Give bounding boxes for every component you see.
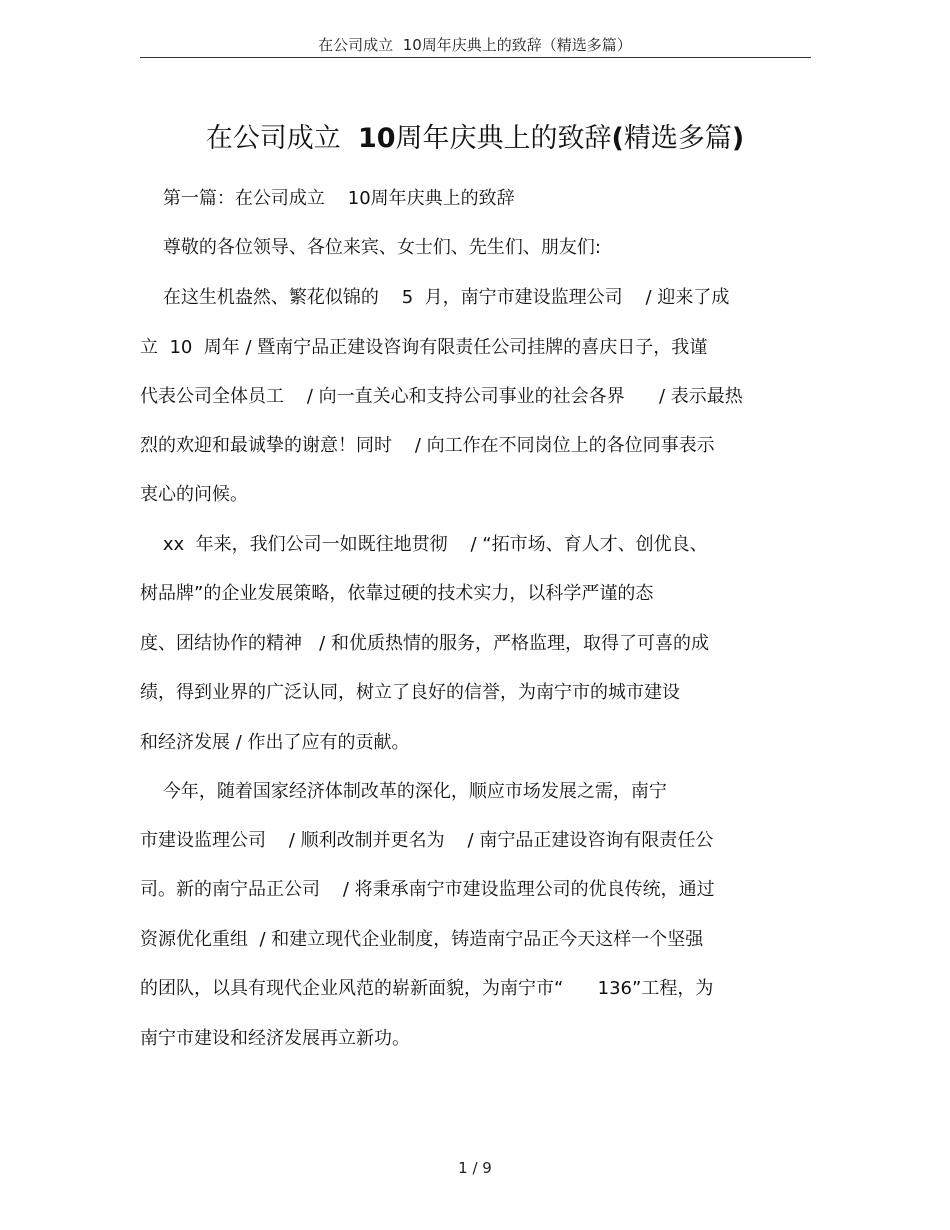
- body-line: 代表公司全体员工 / 向一直关心和支持公司事业的社会各界 / 表示最热: [140, 386, 743, 407]
- header-divider: [140, 57, 811, 58]
- body-line: 南宁市建设和经济发展再立新功。: [140, 1028, 410, 1049]
- body-line: 立 10 周年 / 暨南宁品正建设咨询有限责任公司挂牌的喜庆日子，我谨: [140, 337, 708, 358]
- title-part-1: 在公司成立: [205, 123, 358, 154]
- title-part-6: ): [731, 123, 745, 154]
- body-line: 资源优化重组 / 和建立现代企业制度，铸造南宁品正今天这样一个坚强: [140, 929, 704, 950]
- running-header: 在公司成立 10周年庆典上的致辞（精选多篇）: [318, 36, 632, 54]
- title-part-2: 10: [357, 123, 396, 154]
- title-part-5: 精选多篇: [623, 123, 732, 154]
- body-line: 烈的欢迎和最诚挚的谢意！同时 / 向工作在不同岗位上的各位同事表示: [140, 435, 715, 456]
- body-line: 尊敬的各位领导、各位来宾、女士们、先生们、朋友们:: [140, 237, 601, 258]
- body-line: 今年，随着国家经济体制改革的深化，顺应市场发展之需，南宁: [140, 781, 667, 802]
- body-line: 绩，得到业界的广泛认同，树立了良好的信誉，为南宁市的城市建设: [140, 682, 680, 703]
- body-line: 第一篇：在公司成立 10周年庆典上的致辞: [140, 188, 515, 209]
- title-part-3: 周年庆典上的致辞: [395, 123, 612, 154]
- body-line: 在这生机盎然、繁花似锦的 5 月，南宁市建设监理公司 / 迎来了成: [140, 287, 730, 308]
- page-number: 1 / 9: [458, 1159, 492, 1177]
- body-line: xx 年来，我们公司一如既往地贯彻 / “拓市场、育人才、创优良、: [140, 534, 708, 555]
- body-line: 司。新的南宁品正公司 / 将秉承南宁市建设监理公司的优良传统，通过: [140, 879, 715, 900]
- body-line: 和经济发展 / 作出了应有的贡献。: [140, 732, 410, 753]
- body-line: 度、团结协作的精神 / 和优质热情的服务，严格监理，取得了可喜的成: [140, 633, 709, 654]
- body-line: 市建设监理公司 / 顺利改制并更名为 / 南宁品正建设咨询有限责任公: [140, 830, 714, 851]
- document-title: [0, 116, 950, 155]
- body-line: 的团队，以具有现代企业风范的崭新面貌，为南宁市“ 136”工程，为: [140, 978, 714, 999]
- body-line: 树品牌”的企业发展策略，依靠过硬的技术实力，以科学严谨的态: [140, 583, 654, 604]
- title-part-4: (: [611, 123, 624, 154]
- body-line: 衷心的问候。: [140, 484, 248, 505]
